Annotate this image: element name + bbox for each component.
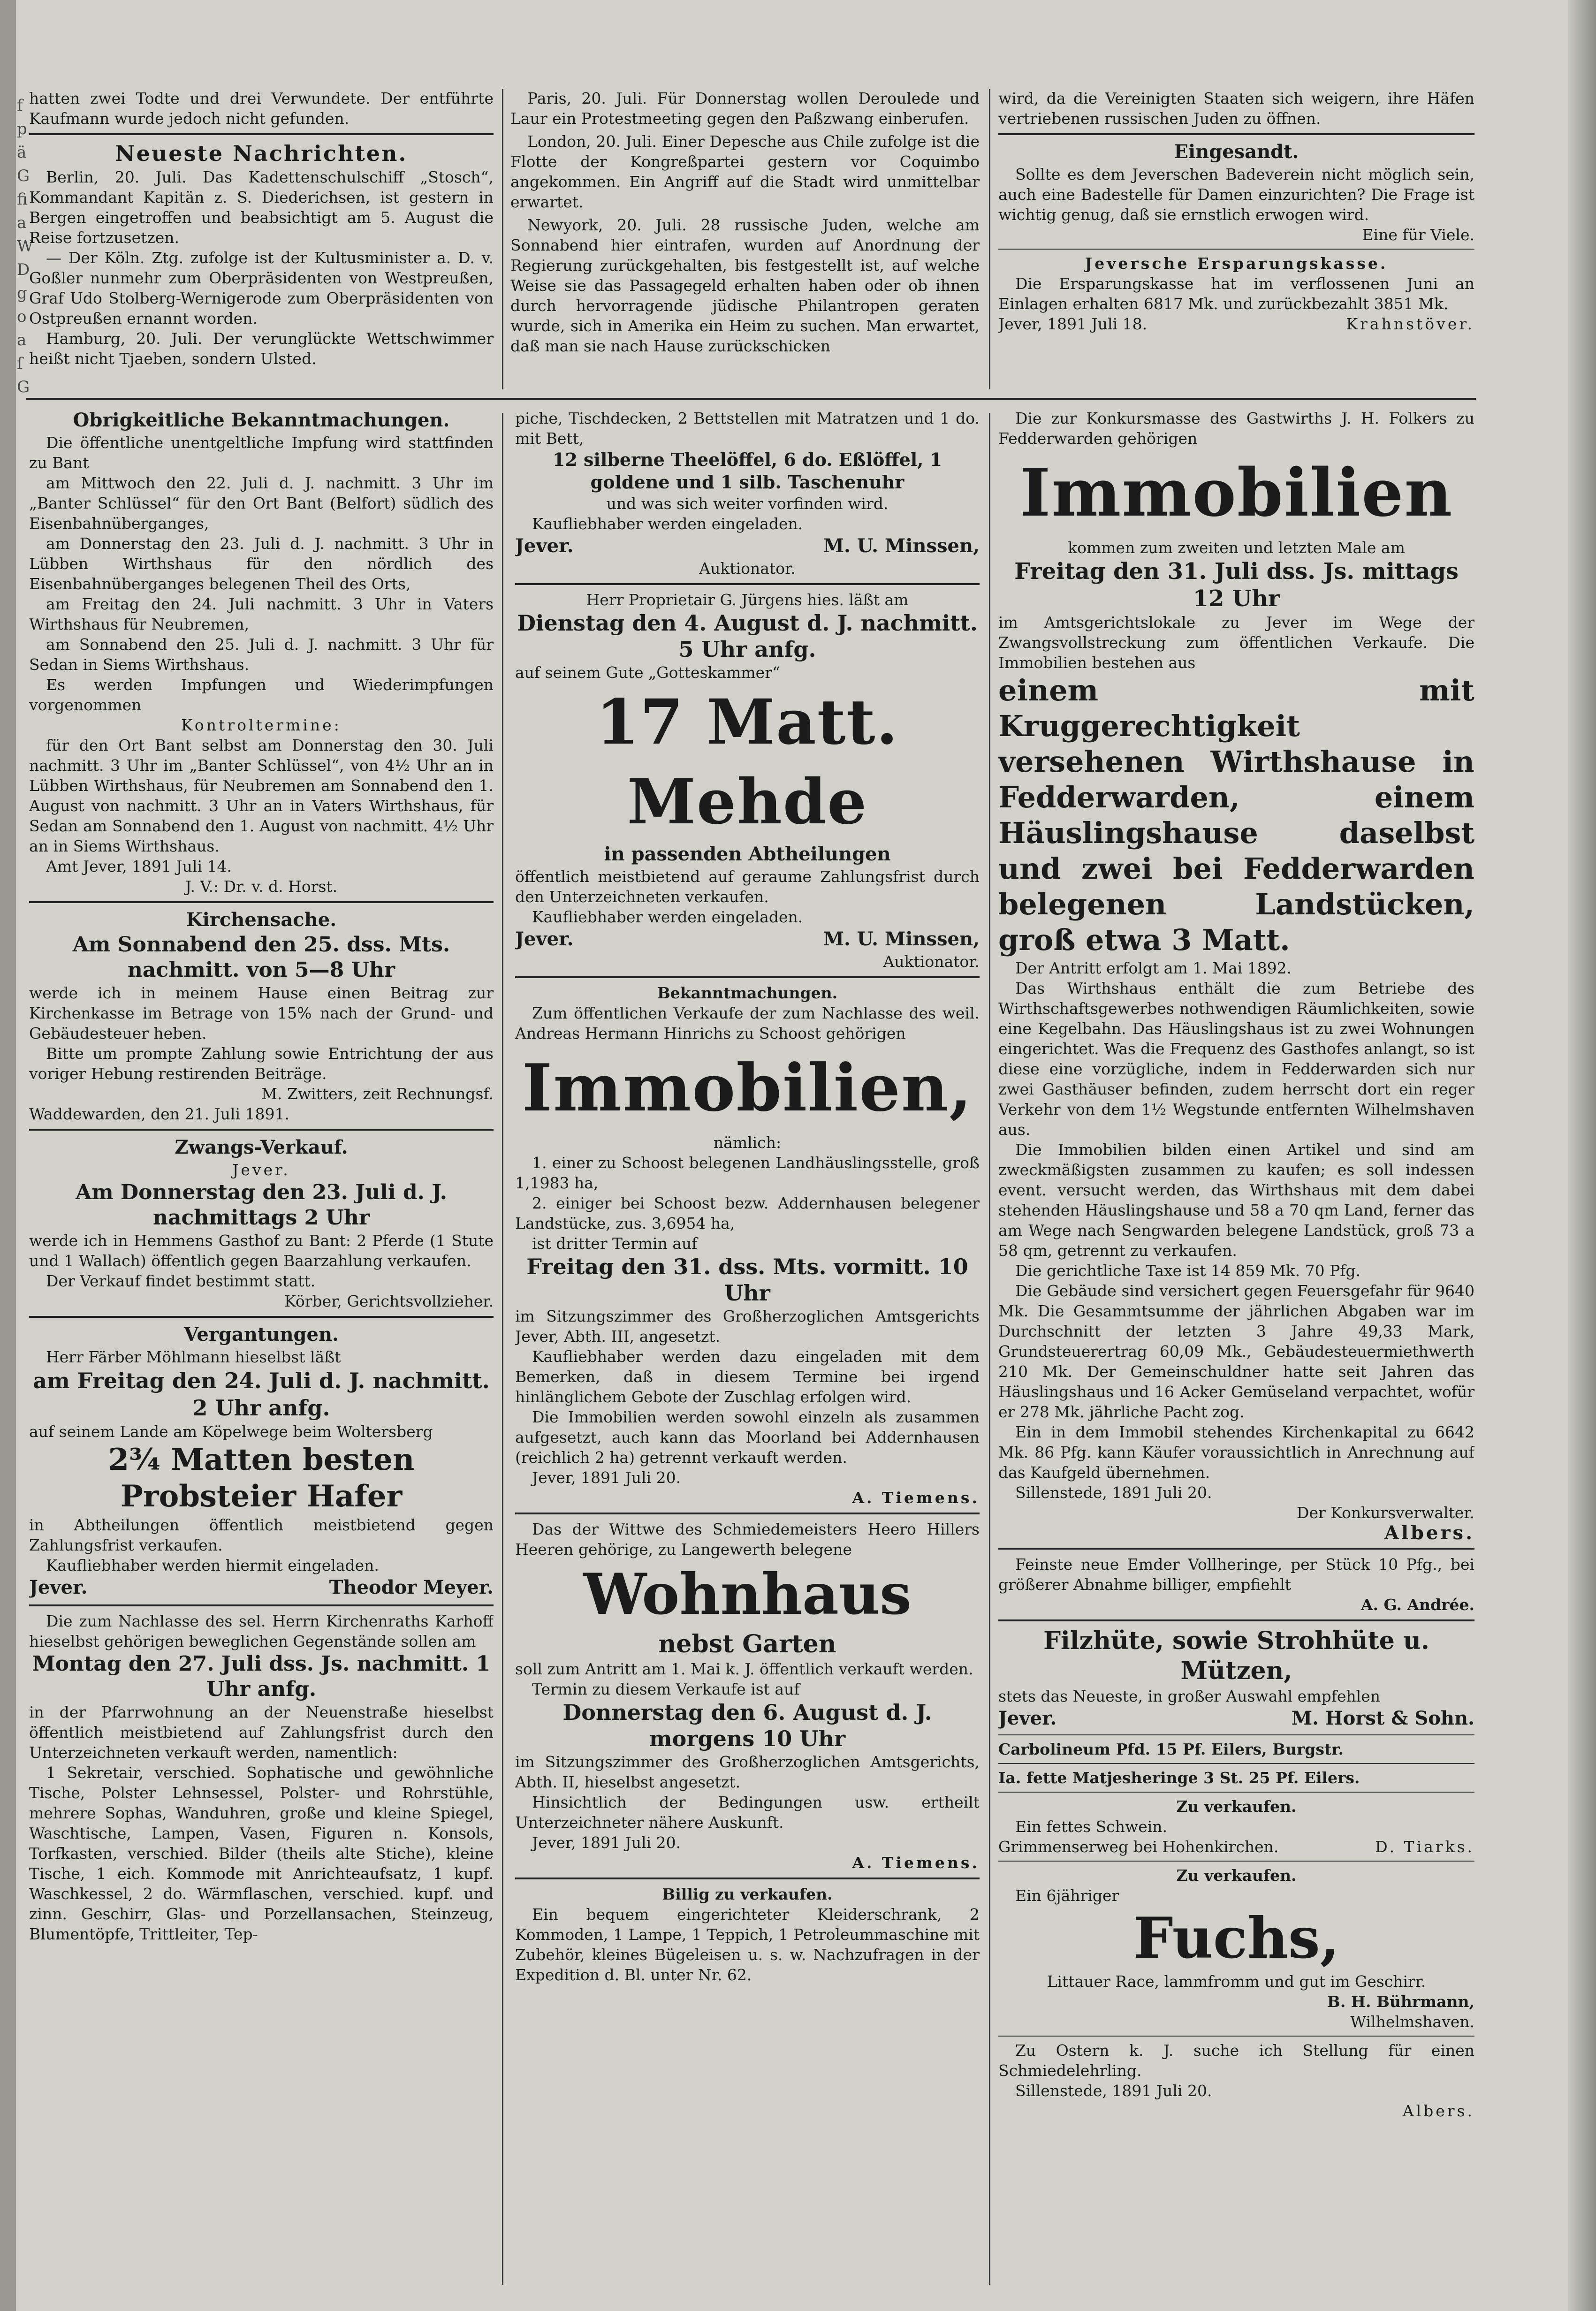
ad-signature: A. G. Andrée. bbox=[1360, 1596, 1474, 1614]
divider bbox=[515, 583, 980, 585]
divider bbox=[998, 1619, 1474, 1621]
ad-real-estate-folkers bbox=[998, 408, 1474, 1543]
ad-text: auf seinem Gute „Gotteskammer“ bbox=[515, 663, 780, 682]
divider bbox=[998, 2036, 1474, 2037]
ad-title: Billig zu verkaufen. bbox=[662, 1885, 833, 1903]
ad-text: Kaufliebhaber werden eingeladen. bbox=[532, 515, 803, 533]
ad-place: Jever, 1891 Juli 20. bbox=[532, 1468, 681, 1487]
ad-text: soll zum Antritt am 1. Mai k. J. öffentlich verkauft werden. bbox=[515, 1660, 973, 1678]
ad-headline: Am Sonnabend den 25. dss. Mts. nachmitt. von 5—8 Uhr bbox=[72, 933, 450, 982]
ad-sign-row bbox=[998, 1837, 1474, 1857]
ad-signature: M. Zwitters, zeit Rechnungsf. bbox=[261, 1085, 494, 1103]
ad-huge-headline: Immobilien bbox=[1019, 455, 1453, 532]
ad-text: Die gerichtliche Taxe ist 14 859 Mk. 70 Pfg. bbox=[1015, 1262, 1361, 1280]
ad-auctions bbox=[29, 1323, 494, 1600]
savings-bank-footer bbox=[998, 314, 1474, 334]
ad-pig-sale bbox=[998, 1796, 1474, 1857]
ad-text: Der Antritt erfolgt am 1. Mai 1892. bbox=[1015, 959, 1292, 977]
column-rule bbox=[989, 89, 990, 389]
ad-sign-row bbox=[515, 927, 980, 951]
news-koeln: — Der Köln. Ztg. zufolge ist der Kultusminister a. D. v. Goßler nunmehr zum Oberpräsidenten von Westpreußen, Graf Udo Stolberg-Wernigerode zum Oberpräsidenten von Ostpreußen ernannt worden. bbox=[29, 249, 494, 327]
ad-headline: Am Donnerstag den 23. Juli d. J. nachmittags 2 Uhr bbox=[76, 1180, 447, 1230]
divider bbox=[998, 133, 1474, 135]
ad-hats bbox=[998, 1626, 1474, 1731]
ad-text: Ein in dem Immobil stehendes Kirchenkapital zu 6642 Mk. 86 Pfg. kann Käufer voraussichtlich in Anrechnung auf das Kaufgeld übernehmen. bbox=[998, 1423, 1474, 1482]
ad-title: Bekanntmachungen. bbox=[657, 984, 838, 1002]
ad-title: Kirchensache. bbox=[186, 909, 337, 931]
ad-headline: Freitag den 31. dss. Mts. vormitt. 10 Uhr bbox=[526, 1254, 968, 1306]
ad-subtitle: Kontroltermine: bbox=[181, 716, 342, 734]
divider bbox=[515, 1513, 980, 1514]
ad-house-with-garden bbox=[515, 1519, 980, 1873]
divider bbox=[29, 1604, 494, 1606]
divider bbox=[998, 1861, 1474, 1862]
ad-big-headline: einem mit Kruggerechtigkeit versehenen Wirthshause in Fedderwarden, einem Häuslingshause daselbst und zwei bei Fedderwarden belegenen Landstücken, groß etwa 3 Matt. bbox=[998, 673, 1474, 957]
ad-text: Termin zu diesem Verkaufe ist auf bbox=[532, 1680, 800, 1698]
margin-marks: f p ä G fi a W D g o a ſ G bbox=[17, 96, 33, 396]
ad-text: Zum öffentlichen Verkaufe der zum Nachlasse des weil. Andreas Hermann Hinrichs zu Schoost gehörigen bbox=[515, 1004, 980, 1042]
divider bbox=[998, 1734, 1474, 1735]
ad-text: Ein fettes Schwein. bbox=[1015, 1817, 1168, 1836]
news-continuation-3: wird, da die Vereinigten Staaten sich weigern, ihre Häfen vertriebenen russischen Juden zu öffnen. bbox=[998, 89, 1474, 128]
divider bbox=[29, 133, 494, 135]
ad-text: Es werden Impfungen und Wiederimpfungen vorgenommen bbox=[29, 676, 494, 714]
divider bbox=[515, 1878, 980, 1879]
divider bbox=[998, 249, 1474, 250]
column-rule bbox=[989, 413, 990, 2285]
ad-text: Littauer Race, lammfromm und gut im Geschirr. bbox=[1047, 1972, 1426, 1991]
ad-signature: M. U. Minssen, bbox=[823, 928, 980, 950]
ad-huge-headline: Immobilien, bbox=[522, 1049, 973, 1126]
ad-estate-sale-cont bbox=[515, 408, 980, 578]
ad-text: am Sonnabend den 25. Juli d. J. nachmitt. 3 Uhr für Sedan in Siems Wirthshaus. bbox=[29, 635, 494, 674]
ad-signature: D. Tiarks. bbox=[1375, 1838, 1474, 1856]
column-rule bbox=[502, 413, 503, 2285]
ads-column-3 bbox=[998, 408, 1474, 2294]
divider bbox=[998, 1548, 1474, 1550]
ad-text: stets das Neueste, in großer Auswahl empfehlen bbox=[998, 1687, 1380, 1705]
ad-text: Die Gebäude sind versichert gegen Feuersgefahr für 9640 Mk. Die Gesammtsumme der jährlichen Abgaben war im Durchschnitt der letzten 3 Jahre 49,33 Mark, Grundsteuerertrag 60,09 Mk., Gebäudesteuermiethwerth 210 Mk. Der Gemeinschuldner hatte seit Jahren das Häuslingshaus und 16 Acker Gemüseland verpachtet, wofür er 278 Mk. jährliche Pacht zog. bbox=[998, 1282, 1474, 1421]
ad-sign-row bbox=[515, 534, 980, 558]
ad-text: piche, Tischdecken, 2 Bettstellen mit Matratzen und 1 do. mit Bett, bbox=[515, 409, 980, 448]
ad-text: am Freitag den 24. Juli nachmitt. 3 Uhr in Vaters Wirthshaus für Neubremen, bbox=[29, 595, 494, 633]
news-column-3 bbox=[998, 88, 1474, 388]
divider bbox=[29, 1129, 494, 1131]
ad-cheap-sale bbox=[515, 1884, 980, 1985]
ad-text: Kaufliebhaber werden hiermit eingeladen. bbox=[46, 1556, 379, 1574]
ad-official-notices bbox=[29, 408, 494, 897]
news-column-1 bbox=[29, 88, 494, 388]
ad-text: Herr Proprietair G. Jürgens hies. läßt am bbox=[586, 591, 909, 609]
ad-text: auf seinem Lande am Köpelwege beim Woltersberg bbox=[29, 1422, 433, 1441]
ad-text: Ein 6jähriger bbox=[1015, 1886, 1119, 1905]
ad-role: Auktionator. bbox=[883, 952, 980, 971]
divider bbox=[998, 1792, 1474, 1793]
ad-text: im Sitzungszimmer des Großherzoglichen Amtsgerichts Jever, Abth. III, angesetzt. bbox=[515, 1307, 980, 1346]
ad-huge-headline: Fuchs, bbox=[1133, 1905, 1340, 1971]
ad-text: in der Pfarrwohnung an der Neuenstraße hieselbst öffentlich meistbietend auf Zahlungsfrist durch den Unterzeichneten verkauft werden, namentlich: bbox=[29, 1703, 494, 1762]
ad-place: Wilhelmshaven. bbox=[1350, 2013, 1474, 2031]
news-london: London, 20. Juli. Einer Depesche aus Chile zufolge ist die Flotte der Kongreßpartei gestern vor Coquimbo angekommen. Ein Angriff auf die Stadt wird unmittelbar erwartet. bbox=[510, 132, 980, 211]
ad-text: im Amtsgerichtslokale zu Jever im Wege der Zwangsvollstreckung zum öffentlichen Verkaufe. Die Immobilien bestehen aus bbox=[998, 613, 1474, 672]
ad-text: Kaufliebhaber werden dazu eingeladen mit dem Bemerken, daß in diesem Termine bei irgend hinlänglichem Gebote der Zuschlag erfolgen wird. bbox=[515, 1347, 980, 1406]
ad-subheadline: in passenden Abtheilungen bbox=[604, 843, 891, 865]
ad-huge-headline: 17 Matt. Mehde bbox=[596, 686, 899, 838]
ad-bold-text: 12 silberne Theelöffel, 6 do. Eßlöffel, 1 goldene und 1 silb. Taschenuhr bbox=[552, 449, 942, 493]
ad-text: Das der Wittwe des Schmiedemeisters Heero Hillers Heeren gehörige, zu Langewerth belegene bbox=[515, 1520, 980, 1558]
ad-text: Ein bequem eingerichteter Kleiderschrank, 2 Kommoden, 1 Lampe, 1 Teppich, 1 Petroleummaschine mit Zubehör, kleines Bügeleisen u. s. w. Nachzufragen in der Expedition d. Bl. unter Nr. 62. bbox=[515, 1905, 980, 1984]
ad-mowing-sale bbox=[515, 590, 980, 972]
ad-place: Amt Jever, 1891 Juli 14. bbox=[46, 857, 232, 875]
ad-signature: Albers. bbox=[1402, 2102, 1474, 2120]
ad-title: Zu verkaufen. bbox=[1176, 1797, 1297, 1816]
ad-title: Obrigkeitliche Bekanntmachungen. bbox=[73, 409, 450, 431]
ad-text: Die zum Nachlasse des sel. Herrn Kirchenraths Karhoff hieselbst gehörigen beweglichen Gegenstände sollen am bbox=[29, 1612, 494, 1650]
ad-signature: Albers. bbox=[1384, 1522, 1474, 1544]
ad-place: Waddewarden, den 21. Juli 1891. bbox=[29, 1105, 290, 1123]
ad-subheadline: nebst Garten bbox=[658, 1630, 836, 1658]
ad-estate-sale bbox=[29, 1611, 494, 1944]
ad-text: am Donnerstag den 23. Juli d. J. nachmitt. 3 Uhr in Lübben Wirthshaus für den nördlich des Eisenbahnüberganges belegenen Theil des Orts, bbox=[29, 534, 494, 593]
ad-sign-row bbox=[29, 1575, 494, 1600]
ad-text: werde ich in meinem Hause einen Beitrag zur Kirchenkasse im Betrage von 15% nach der Grund- und Gebäudesteuer heben. bbox=[29, 984, 494, 1042]
ad-title: Zwangs-Verkauf. bbox=[175, 1136, 348, 1158]
ad-headline: Dienstag den 4. August d. J. nachmitt. 5 Uhr anfg. bbox=[517, 610, 978, 662]
ad-text: Kaufliebhaber werden eingeladen. bbox=[532, 908, 803, 926]
ad-text: Feinste neue Emder Vollheringe, per Stück 10 Pfg., bei größerer Abnahme billiger, empfiehlt bbox=[998, 1555, 1474, 1594]
news-berlin: Berlin, 20. Juli. Das Kadettenschulschiff „Stosch“, Kommandant Kapitän z. S. Diederichsen, ist gestern in Bergen eingetroffen und beabsichtigt am 5. August die Reise fortzusetzen. bbox=[29, 168, 494, 247]
section-rule bbox=[26, 398, 1476, 400]
divider bbox=[998, 1763, 1474, 1764]
ad-title: Zu verkaufen. bbox=[1176, 1866, 1297, 1885]
ad-signature: B. H. Bührmann, bbox=[1327, 1992, 1474, 2011]
column-rule bbox=[502, 89, 503, 389]
ad-signature: M. U. Minssen, bbox=[823, 535, 980, 557]
ad-signature: A. Tiemens. bbox=[852, 1854, 980, 1872]
ad-text: Zu Ostern k. J. suche ich Stellung für einen Schmiedelehrling. bbox=[998, 2041, 1474, 2080]
news-paris: Paris, 20. Juli. Für Donnerstag wollen Deroulede und Laur ein Protestmeeting gegen den Paßzwang einberufen. bbox=[510, 89, 980, 128]
ad-text: 1 Sekretair, verschied. Sophatische und gewöhnliche Tische, Polster Lehnsessel, Polster- und Rohrstühle, mehrere Sophas, Wanduhren, große und kleine Spiegel, Waschtische, Lampen, Vasen, Figuren n. Konsols, Torfkasten, verschied. Bilder (theils alte Stiche), kleine Tische, 1 eich. Kommode mit Anrichteaufsatz, 1 kupf. Waschkessel, 2 do. Wärmflaschen, verschied. kupf. und zinn. Geschirr, Glas- und Porzellansachen, Steinzeug, Blumentöpfe, Trittleiter, Tep- bbox=[29, 1764, 494, 1943]
ad-text: Bitte um prompte Zahlung sowie Entrichtung der aus voriger Hebung restirenden Beiträge. bbox=[29, 1044, 494, 1083]
ad-signature: M. Horst & Sohn. bbox=[1291, 1707, 1474, 1729]
ad-place: Jever. bbox=[29, 1576, 88, 1598]
ad-text: öffentlich meistbietend auf geraume Zahlungsfrist durch den Unterzeichneten verkaufen. bbox=[515, 867, 980, 906]
ad-headline: Donnerstag den 6. August d. J. morgens 10 Uhr bbox=[562, 1700, 932, 1751]
ad-title: Vergantungen. bbox=[184, 1323, 339, 1346]
ad-text: und was sich weiter vorfinden wird. bbox=[606, 494, 889, 513]
savings-bank-title: Jeversche Ersparungskasse. bbox=[1085, 254, 1388, 273]
ad-text: Das Wirthshaus enthält die zum Betriebe des Wirthschaftsgewerbes nothwendigen Räumlichkeiten, sowie eine Kegelbahn. Das Häuslingshaus ist zu zwei Wohnungen eingerichtet. Was die Frequenz des Gasthofes anlangt, so ist diese eine vorzügliche, indem in Fedderwarden sich nur zwei Gasthäuser befinden, zudem herrscht dort ein reger Verkehr von dem 1½ Wegstunde entfernten Wilhelmshaven aus. bbox=[998, 979, 1474, 1139]
ad-list-item: 1. einer zu Schoost belegenen Landhäuslingsstelle, groß 1,1983 ha, bbox=[515, 1154, 980, 1192]
ad-subtitle: nämlich: bbox=[713, 1133, 782, 1152]
ad-place: Jever, 1891 Juli 20. bbox=[532, 1833, 681, 1852]
ad-huge-headline: Wohnhaus bbox=[583, 1561, 912, 1627]
ad-text: Hinsichtlich der Bedingungen usw. ertheilt Unterzeichneter nähere Auskunft. bbox=[515, 1793, 980, 1832]
ads-column-1 bbox=[29, 408, 494, 2294]
ad-big-headline: Filzhüte, sowie Strohhüte u. Mützen, bbox=[1043, 1627, 1429, 1685]
ad-church-matter bbox=[29, 908, 494, 1124]
savings-bank-signature: Krahnstöver. bbox=[1346, 315, 1474, 333]
ad-text: am Mittwoch den 22. Juli d. J. nachmitt. 3 Uhr im „Banter Schlüssel“ für den Ort Bant (Belfort) südlich des Eisenbahnüberganges, bbox=[29, 474, 494, 532]
section-title-latest-news: Neueste Nachrichten. bbox=[115, 141, 408, 166]
ad-matjes: Ia. fette Matjesheringe 3 St. 25 Pf. Eilers. bbox=[998, 1769, 1360, 1787]
ad-headline: Montag den 27. Juli dss. Js. nachmitt. 1 Uhr anfg. bbox=[32, 1652, 491, 1701]
ad-signature: A. Tiemens. bbox=[852, 1489, 980, 1507]
news-continuation: hatten zwei Todte und drei Verwundete. Der entführte Kaufmann wurde jedoch nicht gefunden. bbox=[29, 89, 494, 128]
ad-headline: Freitag den 31. Juli dss. Js. mittags 12 Uhr bbox=[1014, 558, 1459, 612]
ad-text: in Abtheilungen öffentlich meistbietend gegen Zahlungsfrist verkaufen. bbox=[29, 1516, 494, 1554]
ad-headline: am Freitag den 24. Juli d. J. nachmitt. 2 Uhr anfg. bbox=[33, 1368, 490, 1421]
binding-spine bbox=[0, 0, 16, 2311]
ad-apprentice bbox=[998, 2040, 1474, 2121]
ad-text: für den Ort Bant selbst am Donnerstag den 30. Juli nachmitt. 3 Uhr im „Banter Schlüssel“, von 4½ Uhr an in Lübben Wirthshaus, für Neubremen am Sonnabend den 1. August von nachmitt. 3 Uhr an in Vaters Wirthshaus, für Sedan am Sonnabend den 1. August von nachmitt. 4½ Uhr an in Siems Wirthshaus. bbox=[29, 736, 494, 855]
ad-place: Grimmenserweg bei Hohenkirchen. bbox=[998, 1838, 1279, 1856]
ad-big-headline: 2¾ Matten besten Probsteier Hafer bbox=[108, 1442, 415, 1514]
news-hamburg: Hamburg, 20. Juli. Der verunglückte Wettschwimmer heißt nicht Tjaeben, sondern Ulsted. bbox=[29, 329, 494, 368]
ad-text: Die Immobilien bilden einen Artikel und sind am zweckmäßigsten zusammen zu kaufen; es soll indessen event. versucht werden, das Wirthshaus mit dem dabei stehenden Häuslingshause und 58 a 70 qm Land, ferner das am Wege nach Sengwarden belegene Landstück, groß 73 a 58 qm, getrennt zu verkaufen. bbox=[998, 1140, 1474, 1260]
ad-text: Die Immobilien werden sowohl einzeln als zusammen aufgesetzt, auch kann das Moorland bei Addernhausen (reichlich 2 ha) getrennt verkauft werden. bbox=[515, 1408, 980, 1467]
ad-place: Sillenstede, 1891 Juli 20. bbox=[1015, 1483, 1212, 1502]
ad-signature: Theodor Meyer. bbox=[329, 1576, 494, 1598]
ad-role: Der Konkursverwalter. bbox=[1297, 1504, 1474, 1522]
divider bbox=[29, 901, 494, 903]
ad-forced-sale bbox=[29, 1135, 494, 1311]
ad-text: im Sitzungszimmer des Großherzoglichen Amtsgerichts, Abth. II, hieselbst angesetzt. bbox=[515, 1753, 980, 1791]
page-edge bbox=[1568, 0, 1596, 2311]
ad-place: Jever. bbox=[515, 535, 574, 557]
ad-carbolineum: Carbolineum Pfd. 15 Pf. Eilers, Burgstr. bbox=[998, 1740, 1344, 1758]
ad-herring bbox=[998, 1554, 1474, 1615]
savings-bank-date: Jever, 1891 Juli 18. bbox=[998, 315, 1148, 333]
ad-text: Der Verkauf findet bestimmt statt. bbox=[46, 1272, 316, 1290]
section-title-eingesandt: Eingesandt. bbox=[1174, 141, 1299, 163]
ad-real-estate-hinrichs bbox=[515, 983, 980, 1508]
ad-text: kommen zum zweiten und letzten Male am bbox=[1068, 539, 1405, 557]
ad-place: Sillenstede, 1891 Juli 20. bbox=[1015, 2082, 1212, 2100]
news-newyork: Newyork, 20. Juli. 28 russische Juden, welche am Sonnabend hier eintrafen, wurden auf Anordnung der Regierung zurückgehalten, bis festgestellt ist, auf welche Weise sie das Passagegeld erhalten haben oder ob ihnen durch hervorragende jüdische Philantropen geraten wurde, sich in Amerika ein Heim zu suchen. Man erwartet, daß man sie nach Hause zurückschicken bbox=[510, 216, 980, 355]
ad-text: werde ich in Hemmens Gasthof zu Bant: 2 Pferde (1 Stute und 1 Wallach) öffentlich gegen Baarzahlung verkaufen. bbox=[29, 1232, 494, 1270]
divider bbox=[29, 1316, 494, 1318]
ad-horse-sale bbox=[998, 1865, 1474, 2032]
letter-text: Sollte es dem Jeverschen Badeverein nicht möglich sein, auch eine Badestelle für Damen einzurichten? Die Frage ist wichtig genug, daß sie ernstlich erwogen wird. bbox=[998, 165, 1474, 224]
ad-list-item: 2. einiger bei Schoost bezw. Addernhausen belegener Landstücke, zus. 3,6954 ha, bbox=[515, 1194, 980, 1232]
ad-text: Herr Färber Möhlmann hieselbst läßt bbox=[46, 1348, 341, 1366]
ad-text: Die zur Konkursmasse des Gastwirths J. H. Folkers zu Fedderwarden gehörigen bbox=[998, 409, 1474, 448]
ad-signature: Körber, Gerichtsvollzieher. bbox=[284, 1292, 494, 1310]
ad-place: Jever. bbox=[515, 928, 574, 950]
ad-place: Jever. bbox=[232, 1161, 290, 1179]
ad-signature: J. V.: Dr. v. d. Horst. bbox=[185, 877, 338, 896]
news-column-2 bbox=[510, 88, 980, 388]
ad-role: Auktionator. bbox=[699, 559, 796, 578]
ad-sign-row bbox=[998, 1706, 1474, 1731]
ad-text: ist dritter Termin auf bbox=[532, 1234, 698, 1253]
savings-bank-text: Die Ersparungskasse hat im verflossenen Juni an Einlagen erhalten 6817 Mk. und zurückbezahlt 3851 Mk. bbox=[998, 274, 1474, 313]
ad-place: Jever. bbox=[998, 1707, 1057, 1729]
ads-column-2 bbox=[515, 408, 980, 2294]
ad-text: Die öffentliche unentgeltliche Impfung wird stattfinden zu Bant bbox=[29, 433, 494, 472]
divider bbox=[515, 976, 980, 978]
letter-signature: Eine für Viele. bbox=[1362, 226, 1474, 244]
